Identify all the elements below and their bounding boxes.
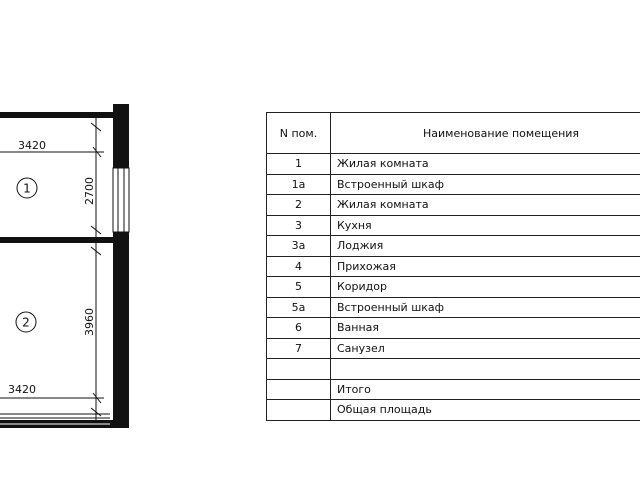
room-2-vertical-dimension — [83, 243, 101, 420]
room-2-height-label: 3960 — [83, 308, 96, 336]
table-row — [267, 297, 640, 318]
room-2-horizontal-dimension — [0, 383, 104, 403]
room-name-cell: Коридор — [331, 277, 640, 298]
room-name-cell: Прихожая — [331, 256, 640, 277]
room-number-cell: 2 — [267, 195, 331, 216]
floor-plan — [0, 0, 260, 480]
exterior-wall-lower — [113, 232, 129, 428]
room-number-cell: 5a — [267, 297, 331, 318]
room-2-number: 2 — [22, 315, 30, 330]
header-name: Наименование помещения — [331, 113, 640, 154]
table-body — [267, 154, 640, 421]
header-number: N пом. — [267, 113, 331, 154]
room-1-horizontal-dimension — [0, 139, 104, 157]
wall-top — [0, 112, 118, 118]
room-name-cell: Лоджия — [331, 236, 640, 257]
room-number-cell: 3 — [267, 215, 331, 236]
room-number-cell: 7 — [267, 338, 331, 359]
room-name-cell: Общая площадь — [331, 400, 640, 421]
room-number-cell: 1a — [267, 174, 331, 195]
room-1-height-label: 2700 — [83, 177, 96, 205]
room-number-cell: 1 — [267, 154, 331, 175]
table-row — [267, 195, 640, 216]
table-row — [267, 359, 640, 380]
room-number-cell: 3a — [267, 236, 331, 257]
table-header-row — [267, 113, 640, 154]
room-number-cell — [267, 400, 331, 421]
room-name-cell: Встроенный шкаф — [331, 174, 640, 195]
room-schedule-table — [266, 112, 640, 421]
room-name-cell: Встроенный шкаф — [331, 297, 640, 318]
table-row — [267, 215, 640, 236]
room-number-cell — [267, 359, 331, 380]
table-row — [267, 400, 640, 421]
table-row — [267, 277, 640, 298]
room-name-cell: Жилая комната — [331, 154, 640, 175]
room-number-cell: 5 — [267, 277, 331, 298]
window-room-1 — [113, 168, 129, 232]
room-2-marker — [16, 312, 36, 332]
room-name-cell: Кухня — [331, 215, 640, 236]
table-row — [267, 236, 640, 257]
room-number-cell: 4 — [267, 256, 331, 277]
table-row — [267, 256, 640, 277]
room-name-cell — [331, 359, 640, 380]
room-name-cell: Итого — [331, 379, 640, 400]
table-row — [267, 338, 640, 359]
table-row — [267, 379, 640, 400]
table-row — [267, 174, 640, 195]
room-name-cell: Ванная — [331, 318, 640, 339]
room-1-marker — [17, 178, 37, 198]
room-1-width-label: 3420 — [18, 139, 46, 152]
partition-wall — [0, 237, 118, 243]
room-name-cell: Жилая комната — [331, 195, 640, 216]
table-row — [267, 318, 640, 339]
room-1-vertical-dimension — [83, 118, 101, 237]
room-1-number: 1 — [23, 181, 31, 196]
table-row — [267, 154, 640, 175]
room-name-cell: Санузел — [331, 338, 640, 359]
room-2-width-label: 3420 — [8, 383, 36, 396]
room-number-cell: 6 — [267, 318, 331, 339]
room-number-cell — [267, 379, 331, 400]
